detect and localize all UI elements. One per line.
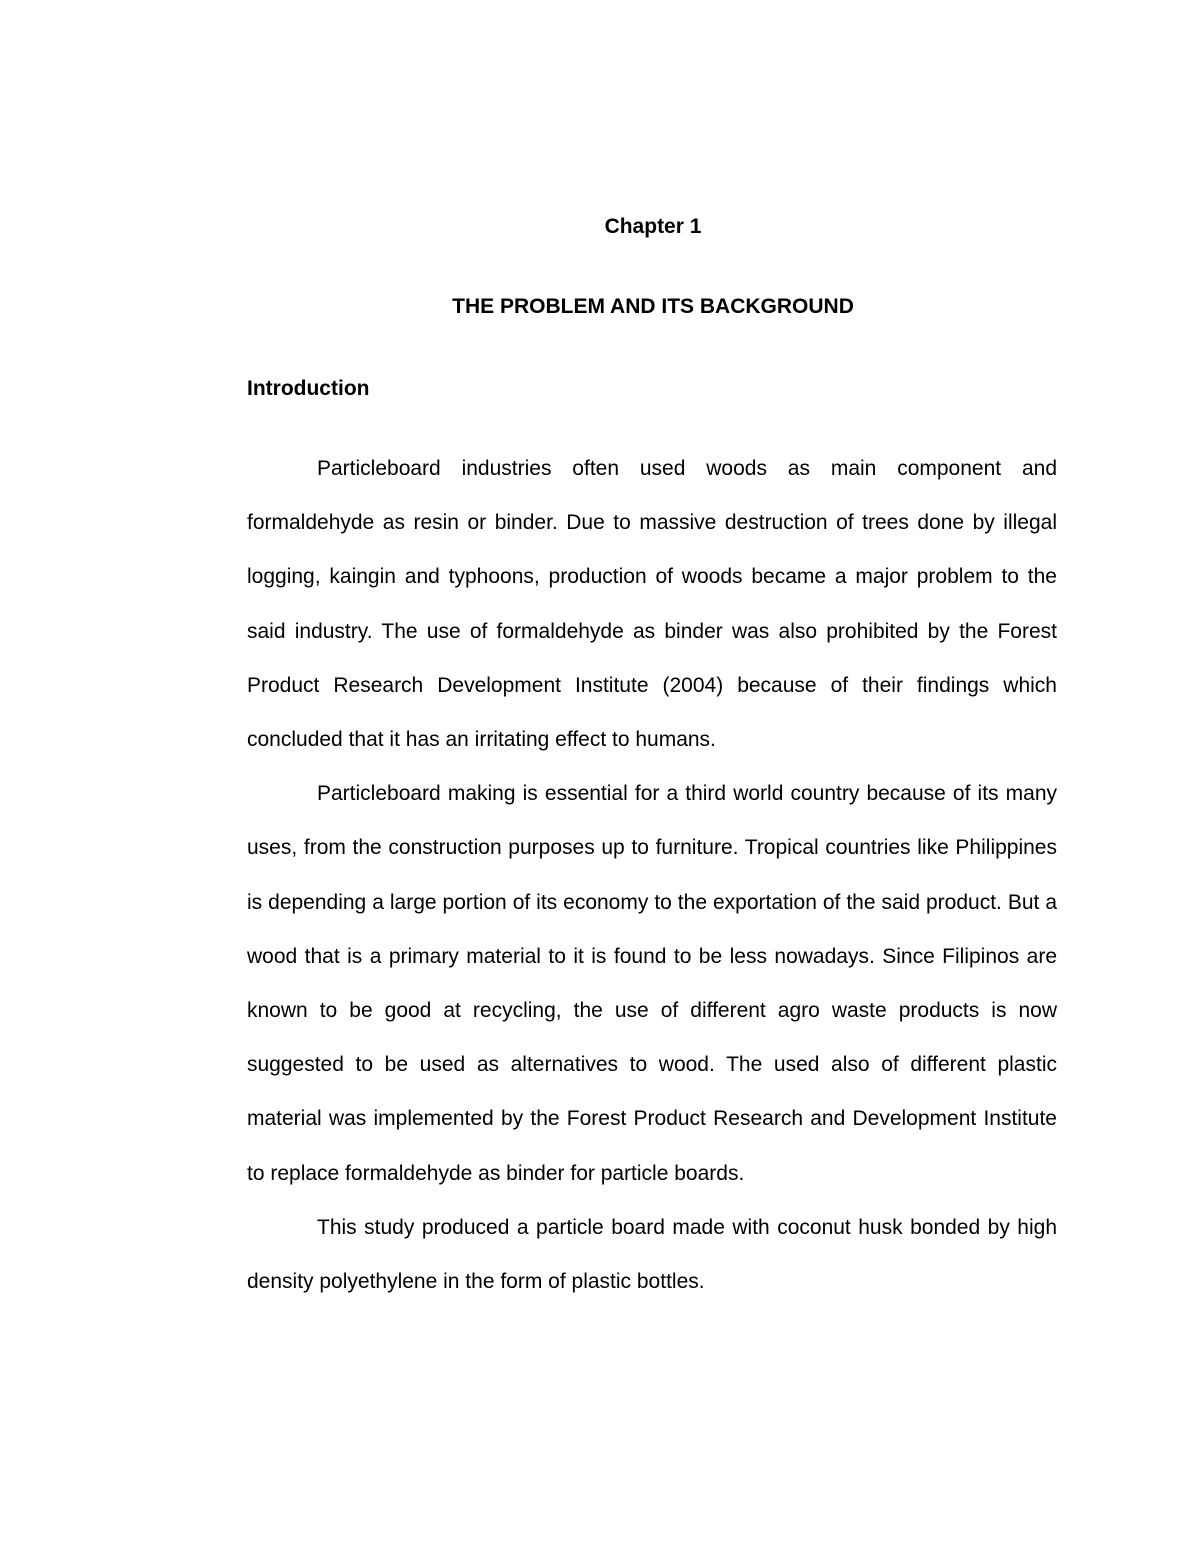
body-text	[247, 442, 1057, 1309]
chapter-label: Chapter 1	[604, 215, 702, 238]
paragraph: Particleboard making is essential for a third world country because of its many uses, from the construction purposes up to furniture. Tropical countries like Philippines is depending a large portion of its economy to the exportation of the said product. But a wood that is a primary material to it is found to be less nowadays. Since Filipinos are known to be good at recycling, the use of different agro waste products is now suggested to be used as alternatives to wood. The used also of different plastic material was implemented by the Forest Product Research and Development Institute to replace formaldehyde as binder for particle boards.	[247, 782, 1057, 1185]
paragraph: This study produced a particle board made with coconut husk bonded by high density polyethylene in the form of plastic bottles.	[247, 1215, 1057, 1294]
paragraph: Particleboard industries often used woods as main component and formaldehyde as resin or binder. Due to massive destruction of trees done by illegal logging, kaingin and typhoons, production of woods became a major problem to the said industry. The use of formaldehyde as binder was also prohibited by the Forest Product Research Development Institute (2004) because of their findings which concluded that it has an irritating effect to humans.	[247, 457, 1057, 752]
chapter-title: THE PROBLEM AND ITS BACKGROUND	[452, 295, 854, 318]
section-heading-introduction: Introduction	[247, 377, 370, 400]
